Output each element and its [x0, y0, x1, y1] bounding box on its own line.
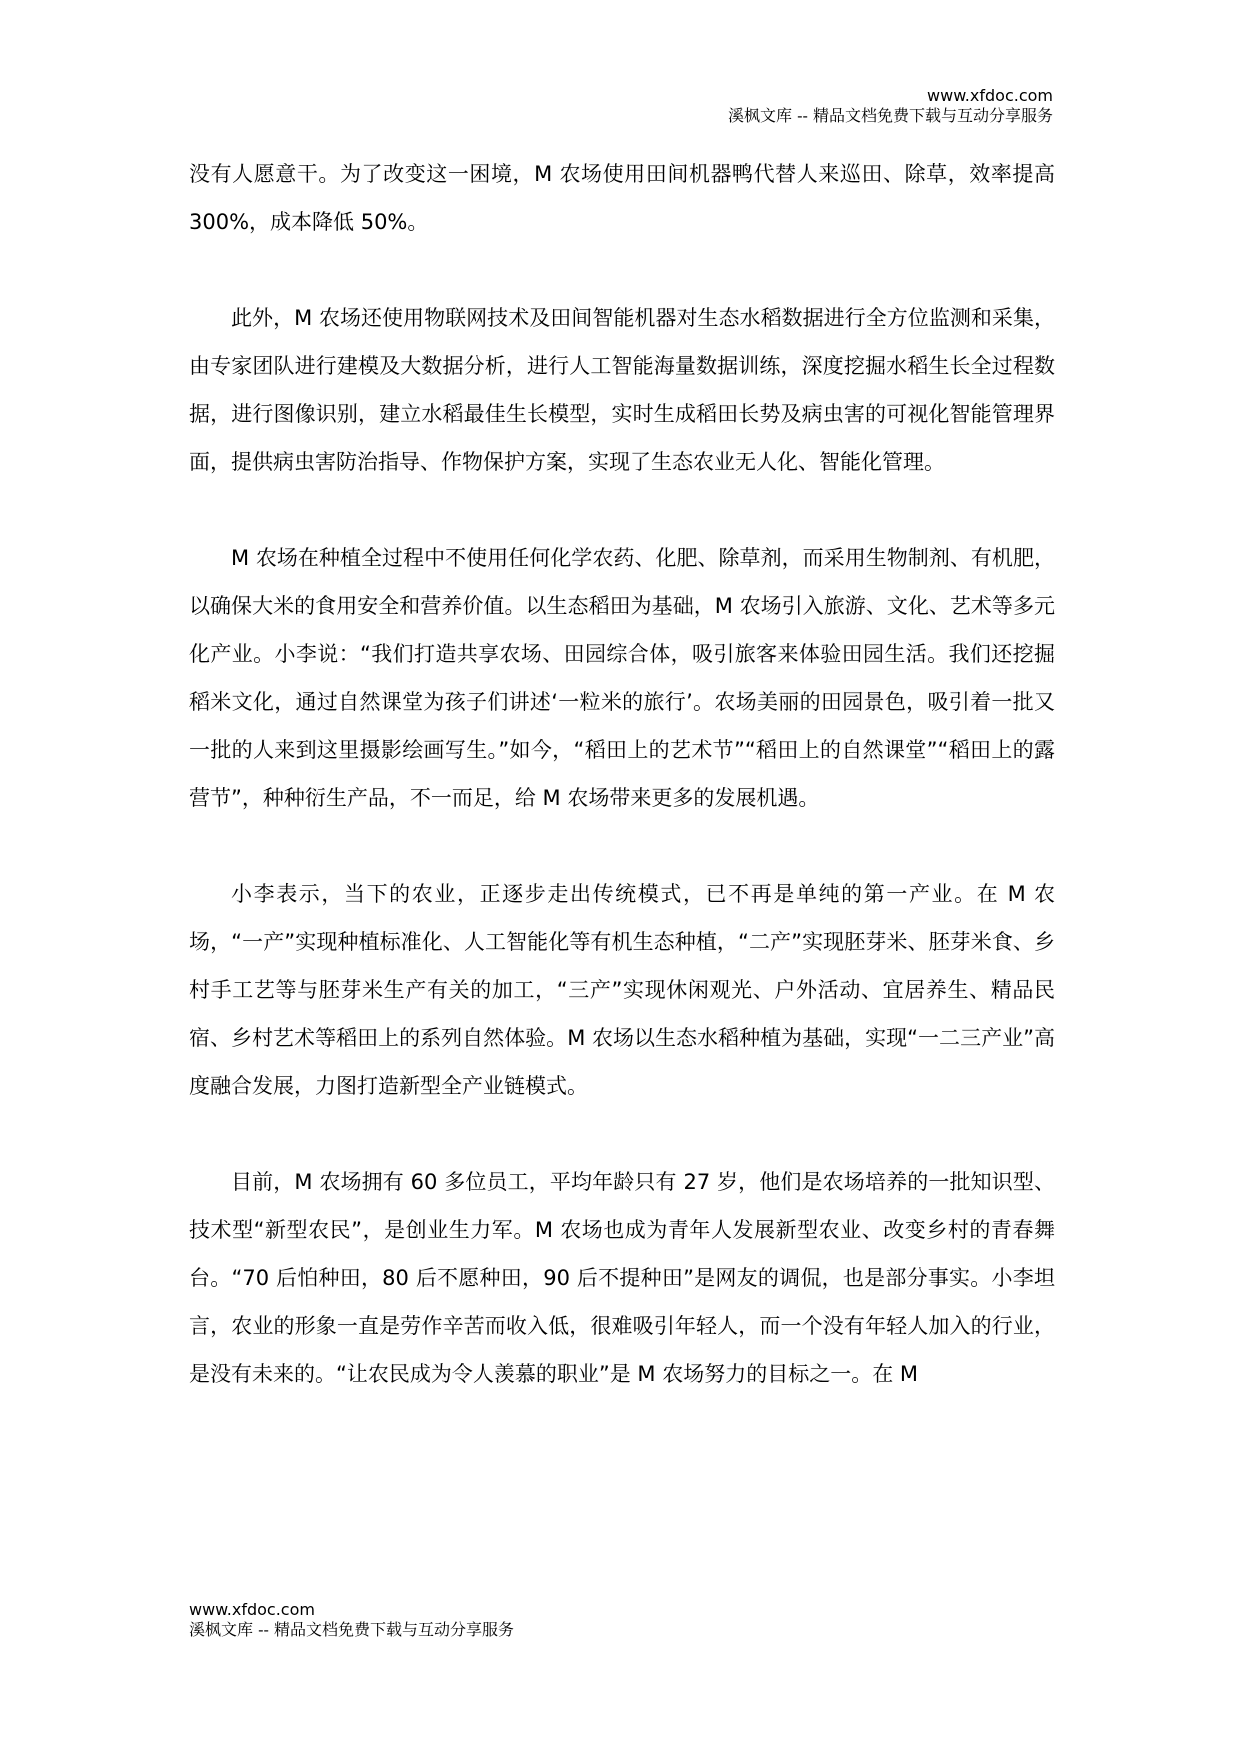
page-header: [728, 86, 1053, 126]
paragraph: M 农场在种植全过程中不使用任何化学农药、化肥、除草剂，而采用生物制剂、有机肥，以确保大米的食用安全和营养价值。以生态稻田为基础，M 农场引入旅游、文化、艺术等多元化产业。小李说：“我们打造共享农场、田园综合体，吸引旅客来体验田园生活。我们还挖掘稻米文化，通过自然课堂为孩子们讲述‘一粒米的旅行’。农场美丽的田园景色，吸引着一批又一批的人来到这里摄影绘画写生。”如今，“稻田上的艺术节”“稻田上的自然课堂”“稻田上的露营节”，种种衍生产品，不一而足，给 M 农场带来更多的发展机遇。: [189, 546, 1055, 810]
footer-site-tagline: 溪枫文库 -- 精品文档免费下载与互动分享服务: [189, 1620, 514, 1639]
document-body: [189, 150, 1055, 1398]
footer-site-url[interactable]: www.xfdoc.com: [189, 1600, 315, 1619]
paragraph: 没有人愿意干。为了改变这一困境，M 农场使用田间机器鸭代替人来巡田、除草，效率提高 300%，成本降低 50%。: [189, 162, 1055, 234]
paragraph: 此外，M 农场还使用物联网技术及田间智能机器对生态水稻数据进行全方位监测和采集，由专家团队进行建模及大数据分析，进行人工智能海量数据训练，深度挖掘水稻生长全过程数据，进行图像识别，建立水稻最佳生长模型，实时生成稻田长势及病虫害的可视化智能管理界面，提供病虫害防治指导、作物保护方案，实现了生态农业无人化、智能化管理。: [189, 306, 1055, 474]
paragraph: 目前，M 农场拥有 60 多位员工，平均年龄只有 27 岁，他们是农场培养的一批知识型、技术型“新型农民”，是创业生力军。M 农场也成为青年人发展新型农业、改变乡村的青春舞台。“70 后怕种田，80 后不愿种田，90 后不提种田”是网友的调侃，也是部分事实。小李坦言，农业的形象一直是劳作辛苦而收入低，很难吸引年轻人，而一个没有年轻人加入的行业，是没有未来的。“让农民成为令人羡慕的职业”是 M 农场努力的目标之一。在 M: [189, 1170, 1055, 1386]
header-site-tagline: 溪枫文库 -- 精品文档免费下载与互动分享服务: [728, 106, 1053, 125]
header-site-url[interactable]: www.xfdoc.com: [927, 86, 1053, 105]
page-footer: [189, 1600, 514, 1640]
paragraph: 小李表示，当下的农业，正逐步走出传统模式，已不再是单纯的第一产业。在 M 农场，“一产”实现种植标准化、人工智能化等有机生态种植，“二产”实现胚芽米、胚芽米食、乡村手工艺等与胚芽米生产有关的加工，“三产”实现休闲观光、户外活动、宜居养生、精品民宿、乡村艺术等稻田上的系列自然体验。M 农场以生态水稻种植为基础，实现“一二三产业”高度融合发展，力图打造新型全产业链模式。: [189, 882, 1055, 1098]
